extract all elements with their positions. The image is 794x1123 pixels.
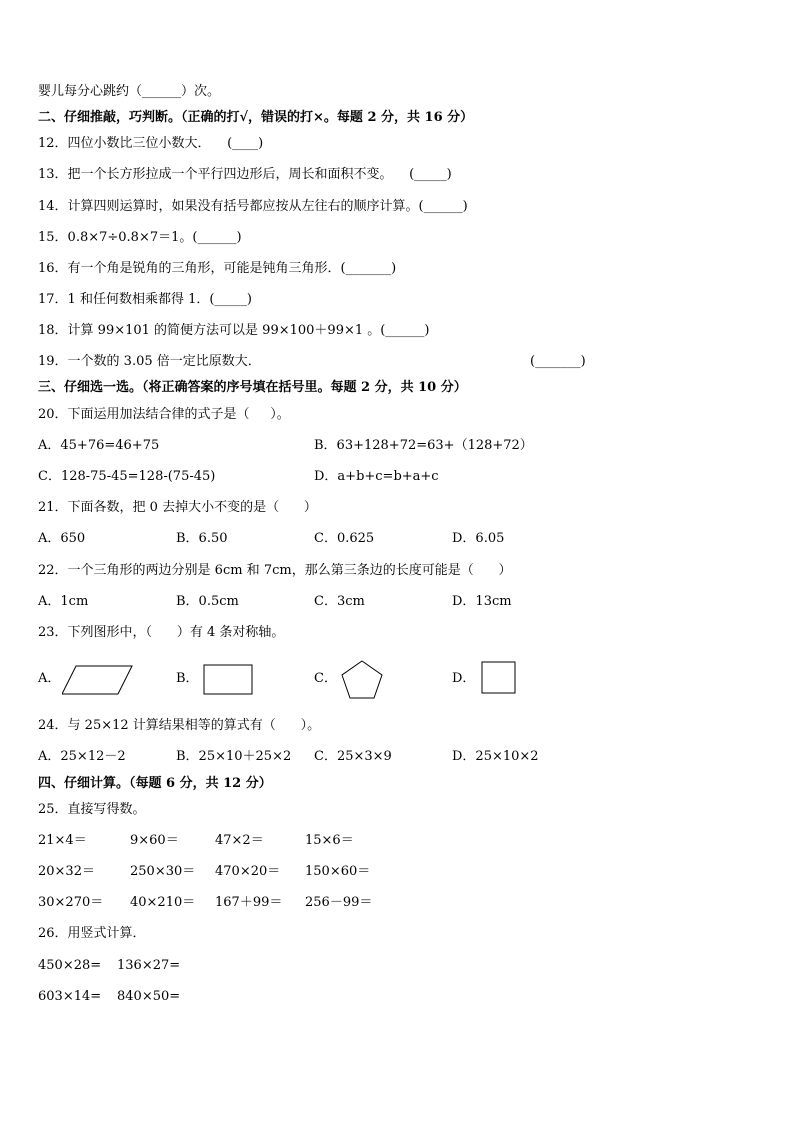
question-16: 16．有一个角是锐角的三角形，可能是钝角三角形．(_______) [38,261,397,276]
calc-item: 40×210＝ [130,895,196,910]
calc-item: 256－99＝ [305,895,373,910]
calc-row [38,895,754,913]
question-20-options [38,438,754,456]
section-4-heading: 四、仔细计算。（每题 6 分，共 12 分） [38,776,272,791]
option-d[interactable]: D．13cm [452,594,512,609]
question-23: 23．下列图形中，（ ）有 4 条对称轴。 [38,625,285,640]
pentagon-shape [341,660,383,700]
option-c[interactable]: C．3cm [314,594,365,609]
option-d[interactable]: D．6.05 [452,531,505,546]
question-19-answer-blank: (_______) [530,354,586,369]
question-26: 26．用竖式计算． [38,926,146,941]
vertical-calc-row [38,958,754,976]
option-a[interactable]: A． [38,671,61,686]
calc-row [38,864,754,882]
calc-item: 30×270＝ [38,895,104,910]
question-20-options-2 [38,469,754,487]
vertical-calc-row [38,989,754,1007]
question-24-options [38,749,754,767]
calc-item: 470×20＝ [215,864,281,879]
question-14: 14．计算四则运算时，如果没有括号都应按从左往右的顺序计算。(______) [38,199,468,214]
calc-item: 840×50= [117,989,181,1004]
option-d[interactable]: D． [452,671,476,686]
option-a[interactable]: A．25×12－2 [38,749,126,764]
option-c[interactable]: C． [314,671,337,686]
square-shape [481,661,517,695]
question-18: 18．计算 99×101 的简便方法可以是 99×100＋99×1 。(______) [38,323,430,338]
question-20: 20．下面运用加法结合律的式子是（ ）。 [38,407,290,422]
calc-item: 450×28= [38,958,102,973]
option-a[interactable]: A．45+76=46+75 [38,438,160,453]
parallelogram-shape [62,664,134,696]
option-a[interactable]: A．1cm [38,594,89,609]
line-q11-tail: 婴儿每分心跳约（______）次。 [38,84,221,99]
option-b[interactable]: B．25×10＋25×2 [176,749,292,764]
question-21: 21．下面各数，把 0 去掉大小不变的是（ ） [38,500,317,515]
calc-item: 150×60＝ [305,864,371,879]
option-c[interactable]: C．0.625 [314,531,375,546]
question-23-options [38,671,754,689]
calc-item: 20×32＝ [38,864,95,879]
question-22: 22．一个三角形的两边分别是 6cm 和 7cm，那么第三条边的长度可能是（ ） [38,563,512,578]
option-b[interactable]: B．6.50 [176,531,228,546]
option-d[interactable]: D．a+b+c=b+a+c [314,469,439,484]
question-24: 24．与 25×12 计算结果相等的算式有（ ）。 [38,718,321,733]
option-b[interactable]: B．0.5cm [176,594,239,609]
option-c[interactable]: C．128-75-45=128-(75-45) [38,469,216,484]
question-21-options [38,531,754,549]
option-b[interactable]: B．63+128+72=63+（128+72） [314,438,533,453]
calc-row [38,833,754,851]
question-19: 19．一个数的 3.05 倍一定比原数大． [38,354,261,369]
calc-item: 9×60＝ [130,833,179,848]
section-3-heading: 三、仔细选一选。（将正确答案的序号填在括号里。每题 2 分，共 10 分） [38,380,467,395]
question-12: 12．四位小数比三位小数大． (____) [38,136,264,151]
calc-item: 21×4＝ [38,833,87,848]
calc-item: 603×14= [38,989,102,1004]
question-25: 25．直接写得数。 [38,802,146,817]
option-d[interactable]: D．25×10×2 [452,749,539,764]
calc-item: 15×6＝ [305,833,354,848]
question-15: 15．0.8×7÷0.8×7＝1。(______) [38,230,242,245]
section-2-heading: 二、仔细推敲，巧判断。（正确的打√，错误的打×。每题 2 分，共 16 分） [38,110,474,125]
calc-item: 167＋99＝ [215,895,283,910]
rectangle-shape [203,664,253,696]
calc-item: 250×30＝ [130,864,196,879]
question-17: 17．1 和任何数相乘都得 1．(_____) [38,292,252,307]
calc-item: 47×2＝ [215,833,264,848]
option-c[interactable]: C．25×3×9 [314,749,392,764]
option-a[interactable]: A．650 [38,531,86,546]
calc-item: 136×27= [117,958,181,973]
question-22-options [38,594,754,612]
question-13: 13．把一个长方形拉成一个平行四边形后，周长和面积不变。 (_____) [38,167,452,182]
option-b[interactable]: B． [176,671,199,686]
